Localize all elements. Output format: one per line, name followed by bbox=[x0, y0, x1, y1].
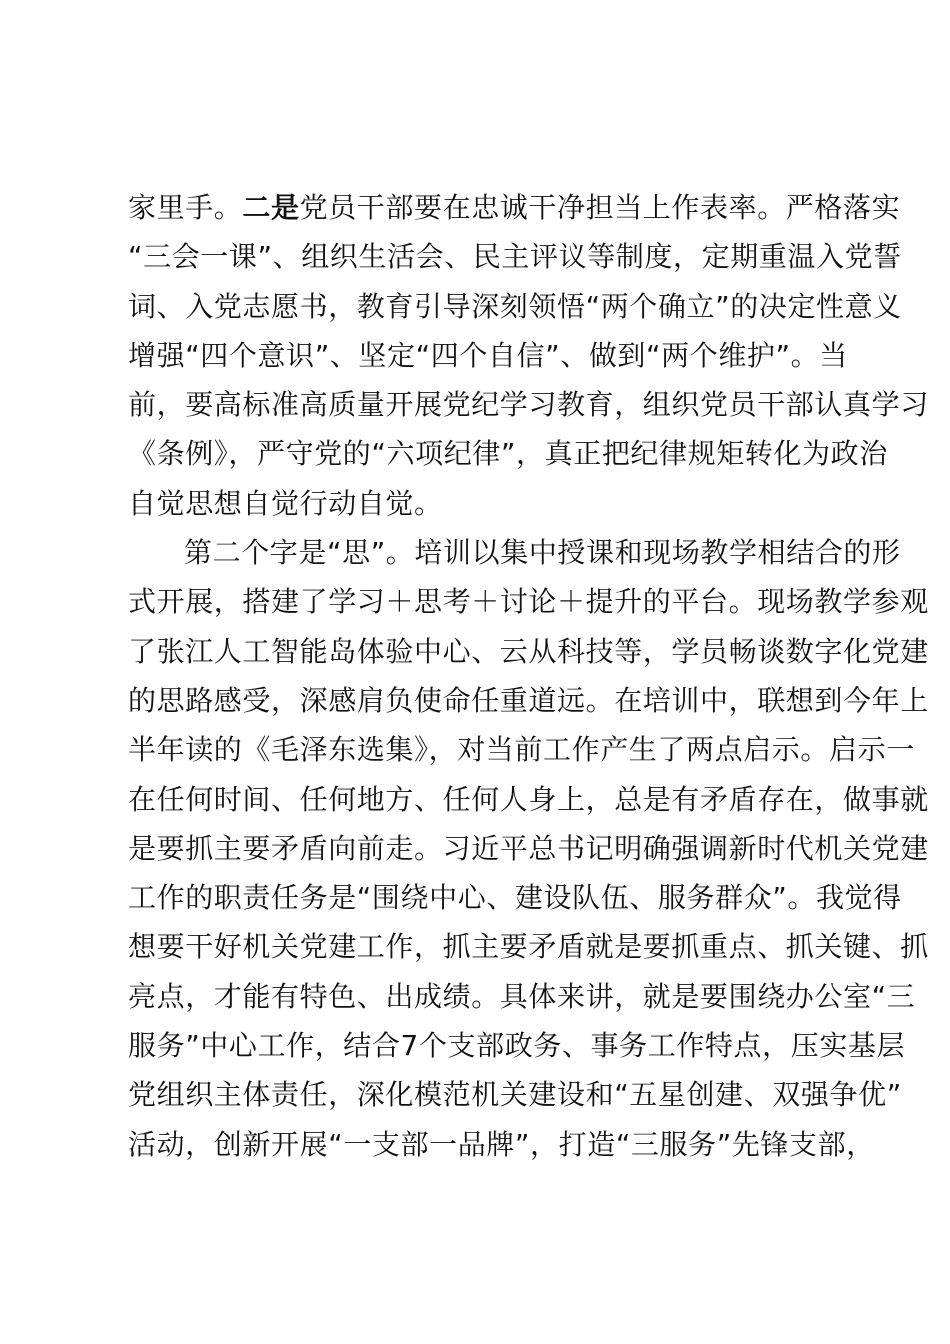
text-segment: 党员干部要在忠诚干净担当上作表率。严格落实 bbox=[299, 191, 901, 224]
paragraph-2-line: 工作的职责任务是“围绕中心、建设队伍、服务群众”。我觉得 bbox=[128, 881, 902, 915]
paragraph-2-line: 亮点，才能有特色、出成绩。具体来讲，就是要围绕办公室“三 bbox=[128, 979, 916, 1013]
paragraph-2-line: 服务”中心工作，结合7个支部政务、事务工作特点，压实基层 bbox=[128, 1029, 906, 1063]
paragraph-2-line: 式开展，搭建了学习＋思考＋讨论＋提升的平台。现场教学参观 bbox=[128, 585, 929, 619]
paragraph-1-line: 前，要高标准高质量开展党纪学习教育，组织党员干部认真学习 bbox=[128, 388, 929, 422]
text-segment: 家里手。 bbox=[128, 191, 243, 224]
paragraph-2-line: 党组织主体责任，深化模范机关建设和“五星创建、双强争优” bbox=[128, 1078, 902, 1112]
paragraph-1-line: “三会一课”、组织生活会、民主评议等制度，定期重温入党誓 bbox=[128, 240, 902, 274]
paragraph-2-line: 在任何时间、任何地方、任何人身上，总是有矛盾存在，做事就 bbox=[128, 782, 929, 816]
paragraph-2-line: 了张江人工智能岛体验中心、云从科技等，学员畅谈数字化党建 bbox=[128, 634, 929, 668]
paragraph-1-line: 自觉思想自觉行动自觉。 bbox=[128, 486, 443, 520]
body-text bbox=[128, 183, 929, 1169]
paragraph-2-line-1: 第二个字是“思”。培训以集中授课和现场教学相结合的形 bbox=[184, 536, 901, 570]
paragraph-1-line: 词、入党志愿书，教育引导深刻领悟“两个确立”的决定性意义 bbox=[128, 289, 902, 323]
paragraph-2-line: 半年读的《毛泽东选集》，对当前工作产生了两点启示。启示一 bbox=[128, 733, 915, 767]
paragraph-2-line: 是要抓主要矛盾向前走。习近平总书记明确强调新时代机关党建 bbox=[128, 831, 929, 865]
paragraph-2-line: 想要干好机关党建工作，抓主要矛盾就是要抓重点、抓关键、抓 bbox=[128, 930, 929, 964]
paragraph-2-line: 的思路感受，深感肩负使命任重道远。在培训中，联想到今年上 bbox=[128, 683, 929, 717]
paragraph-1-line: 《条例》，严守党的“六项纪律”，真正把纪律规矩转化为政治 bbox=[128, 437, 888, 471]
emphasis-text: 二是 bbox=[242, 191, 300, 224]
paragraph-1-line-1 bbox=[128, 183, 901, 232]
paragraph-2-line: 活动，创新开展“一支部一品牌”，打造“三服务”先锋支部， bbox=[128, 1127, 875, 1161]
paragraph-1-line: 增强“四个意识”、坚定“四个自信”、做到“两个维护”。当 bbox=[128, 338, 848, 372]
